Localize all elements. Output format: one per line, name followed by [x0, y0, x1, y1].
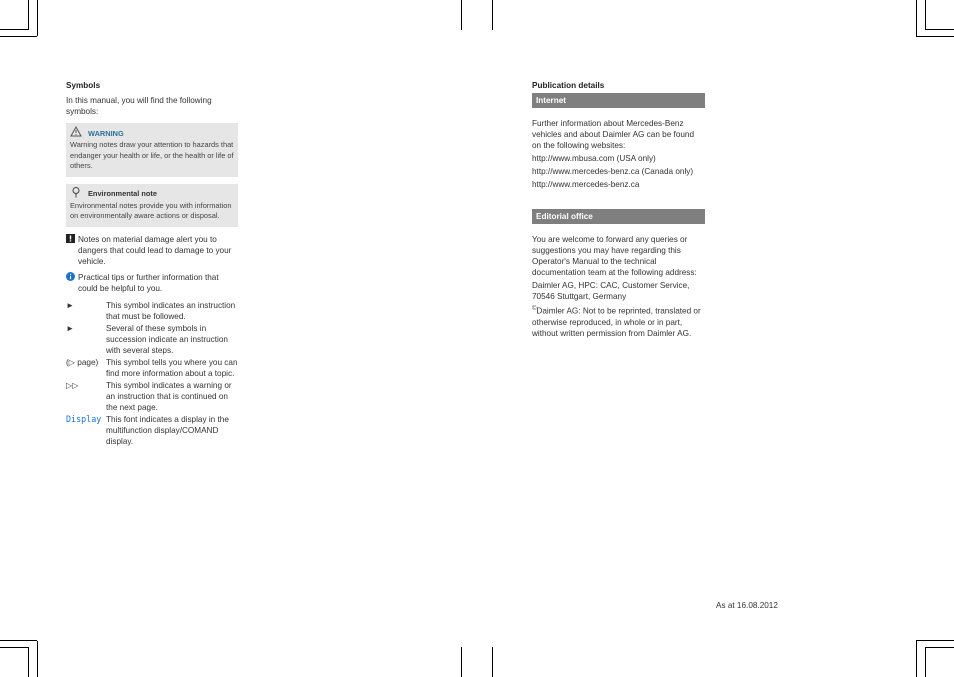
- info-icon: [66, 272, 78, 294]
- damage-note: [66, 234, 238, 267]
- address: Daimler AG, HPC: CAC, Customer Service, 70546 Stuttgart, Germany: [532, 281, 690, 301]
- internet-text: Further information about Mercedes-Benz vehicles and about Daimler AG can be found on the following websites:: [532, 119, 695, 150]
- list-item: Display This font indicates a display in the multifunction display/COMAND display.: [66, 413, 229, 446]
- tip-note: [66, 272, 238, 294]
- warning-box: [66, 123, 238, 177]
- damage-note-text: Notes on material damage alert you to dangers that could lead to damage to your vehicle.: [78, 234, 232, 266]
- symbol-list: [66, 300, 238, 447]
- plant-icon: [70, 186, 82, 201]
- list-item: (▷ page) This symbol tells you where you can find more information about a topic.: [66, 357, 238, 378]
- link-canada[interactable]: http://www.mercedes-benz.ca (Canada only): [532, 167, 694, 176]
- symbols-column: [66, 80, 238, 448]
- copyright: ©Daimler AG: Not to be reprinted, translated or otherwise reproduced, in whole or in part, without written permission from Daimler AG.: [532, 306, 701, 338]
- instruction-arrow-icon: ►: [66, 323, 75, 333]
- list-item: ▷▷ This symbol indicates a warning or an instruction that is continued on the next page.: [66, 380, 232, 412]
- environmental-box: [66, 184, 238, 227]
- exclamation-icon: [66, 234, 78, 267]
- internet-heading: Internet: [532, 93, 705, 108]
- editorial-text: You are welcome to forward any queries or suggestions you may have regarding this Operator's Manual to the technical documentation team at the following address:: [532, 235, 697, 277]
- warning-text: Warning notes draw your attention to hazards that endanger your health or life, or the health or life of others.: [70, 140, 234, 170]
- instruction-arrow-icon: ►: [66, 300, 75, 310]
- list-item: ► This symbol indicates an instruction that must be followed.: [66, 300, 236, 321]
- warning-triangle-icon: [70, 126, 82, 140]
- section-title: Publication details: [532, 81, 605, 90]
- link-mercedes[interactable]: http://www.mercedes-benz.ca: [532, 180, 640, 189]
- page-reference-symbol: (▷ page): [66, 357, 99, 367]
- display-font-sample: Display: [66, 413, 102, 424]
- intro-text: In this manual, you will find the following symbols:: [66, 96, 212, 116]
- publication-column: [532, 80, 705, 339]
- environmental-title: Environmental note: [88, 189, 157, 198]
- warning-title: WARNING: [88, 128, 124, 138]
- editorial-heading: Editorial office: [532, 209, 705, 224]
- edition-date: As at 16.08.2012: [716, 601, 778, 610]
- link-usa[interactable]: http://www.mbusa.com (USA only): [532, 154, 656, 163]
- environmental-text: Environmental notes provide you with information on environmentally aware actions or disposal.: [70, 200, 232, 220]
- continued-symbol: ▷▷: [66, 380, 79, 390]
- section-title: Symbols: [66, 81, 101, 90]
- tip-note-text: Practical tips or further information that could be helpful to you.: [78, 272, 219, 293]
- list-item: ► Several of these symbols in succession indicate an instruction with several steps.: [66, 323, 228, 355]
